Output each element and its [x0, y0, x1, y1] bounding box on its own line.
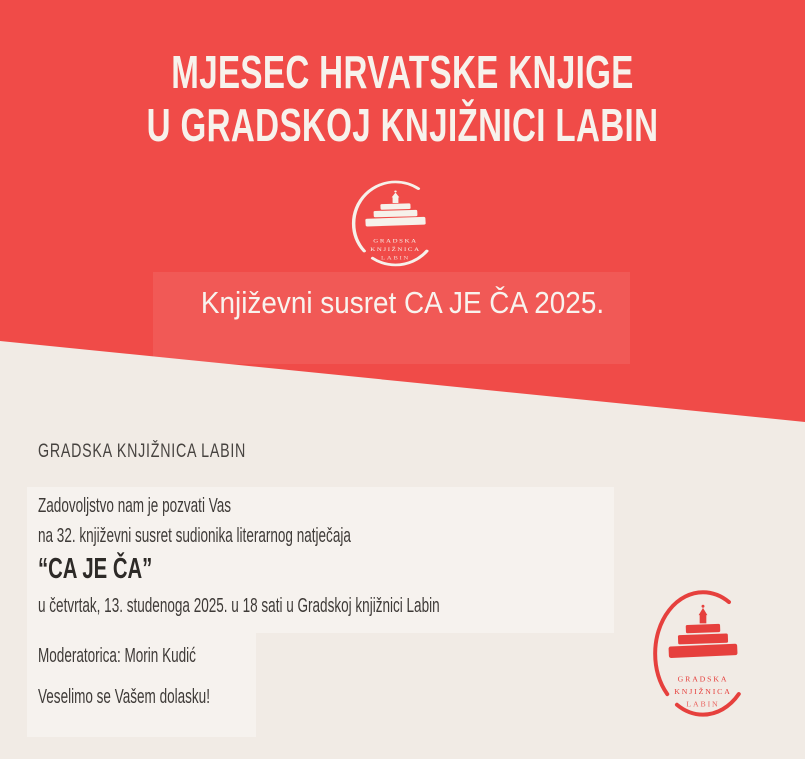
poster-subtitle: Književni susret CA JE ČA 2025.: [200, 285, 605, 320]
logo-text-knjiznica: KNJIŽNICA: [370, 247, 421, 253]
section-label: GRADSKA KNJIŽNICA LABIN: [38, 441, 247, 462]
closing-line: Veselimo se Vašem dolasku!: [38, 685, 210, 708]
invitation-line2: na 32. književni susret sudionika literarnog natječaja: [38, 524, 351, 547]
logo-text-labin: LABIN: [686, 699, 720, 709]
poster-title-line1: MJESEC HRVATSKE KNJIGE: [171, 46, 634, 98]
poster-title-line2: U GRADSKOJ KNJIŽNICI LABIN: [146, 99, 659, 151]
logo-text-knjiznica: KNJIŽNICA: [674, 686, 732, 696]
library-logo-red: [651, 585, 755, 725]
event-title: “CA JE ČA”: [38, 553, 153, 585]
labin-tower-icon: [365, 190, 425, 226]
library-logo-white: [350, 177, 441, 272]
logo-text-gradska: GRADSKA: [677, 674, 729, 684]
labin-tower-icon: [668, 605, 737, 658]
logo-text-labin: LABIN: [380, 255, 411, 262]
logo-text-gradska: GRADSKA: [373, 238, 418, 245]
moderator-line: Moderatorica: Morin Kudić: [38, 644, 196, 667]
event-datetime-line: u četvrtak, 13. studenoga 2025. u 18 sati u Gradskoj knjižnici Labin: [38, 594, 440, 617]
invitation-line1: Zadovoljstvo nam je pozvati Vas: [38, 494, 232, 517]
